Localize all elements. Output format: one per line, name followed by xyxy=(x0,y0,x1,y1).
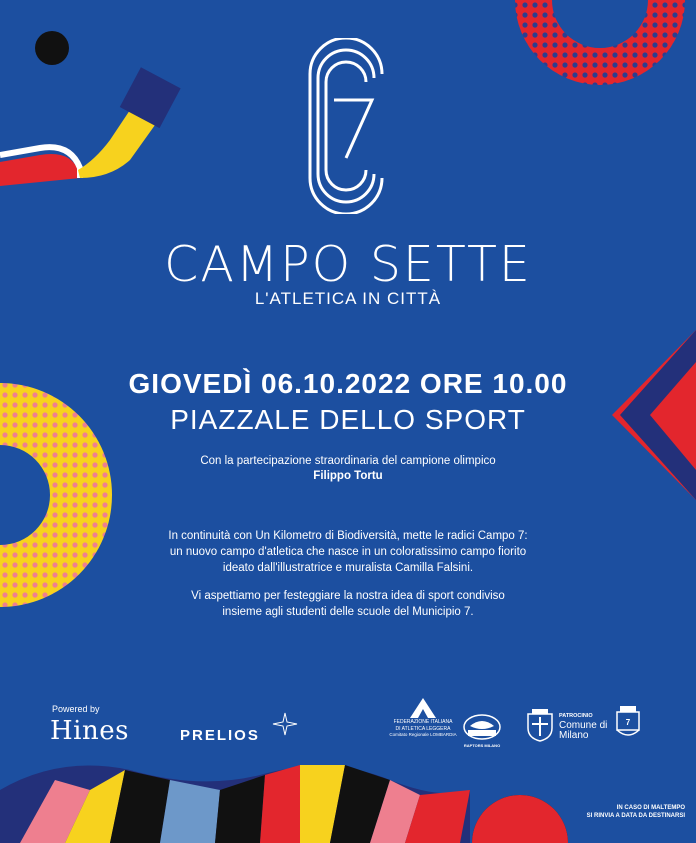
municipio-crest-icon xyxy=(614,704,642,742)
event-title: CAMPO SETTE xyxy=(164,236,532,293)
comune-line: Comune di xyxy=(559,720,608,731)
fidal-text xyxy=(384,719,462,739)
fidal-line: Comitato Regionale LOMBARDIA xyxy=(389,732,457,737)
description-paragraph-1 xyxy=(0,528,696,576)
star-icon xyxy=(272,712,298,736)
paragraph-line: In continuità con Un Kilometro di Biodiversità, mette le radici Campo 7: xyxy=(168,530,528,542)
raptors-text: RAPTORS MILANO xyxy=(463,743,501,748)
prelios-logo: PRELIOS xyxy=(180,727,260,744)
event-intro: Con la partecipazione straordinaria del campione olimpico xyxy=(200,455,496,467)
event-dateline: GIOVEDÌ 06.10.2022 ORE 10.00 xyxy=(128,368,568,399)
powered-by-label: Powered by xyxy=(52,704,100,714)
event-venue: PIAZZALE DELLO SPORT xyxy=(170,404,526,435)
dotted-ring-top-right xyxy=(515,0,685,85)
paragraph-line: ideato dall'illustratrice e muralista Camilla Falsini. xyxy=(222,562,474,574)
milano-crest-icon xyxy=(524,708,556,742)
bottom-wave xyxy=(0,765,568,843)
fidal-line: FEDERAZIONE ITALIANA xyxy=(393,719,453,725)
hines-logo: Hines xyxy=(50,716,129,746)
fidal-line: DI ATLETICA LEGGERA xyxy=(395,725,451,732)
patrocinio-label: PATROCINIO xyxy=(559,713,593,719)
weather-line: IN CASO DI MALTEMPO xyxy=(616,805,685,811)
comune-milano xyxy=(559,721,607,741)
ribbon-top-left xyxy=(0,67,181,186)
guest-name: Filippo Tortu xyxy=(313,470,383,482)
description-paragraph-2 xyxy=(0,588,696,620)
campo7-logo xyxy=(296,38,400,214)
svg-text:7: 7 xyxy=(625,718,631,727)
raptors-logo xyxy=(462,712,502,742)
black-dot xyxy=(35,31,69,65)
comune-line: Milano xyxy=(559,730,589,741)
paragraph-line: insieme agli studenti delle scuole del Municipio 7. xyxy=(222,606,474,618)
weather-line: SI RINVIA A DATA DA DESTINARSI xyxy=(586,813,685,819)
fidal-logo xyxy=(408,697,438,719)
paragraph-line: Vi aspettiamo per festeggiare la nostra idea di sport condiviso xyxy=(191,590,505,602)
event-subtitle: L'ATLETICA IN CITTÀ xyxy=(254,289,442,308)
paragraph-line: un nuovo campo d'atletica che nasce in un coloratissimo campo fiorito xyxy=(169,546,527,558)
weather-notice xyxy=(565,804,685,820)
